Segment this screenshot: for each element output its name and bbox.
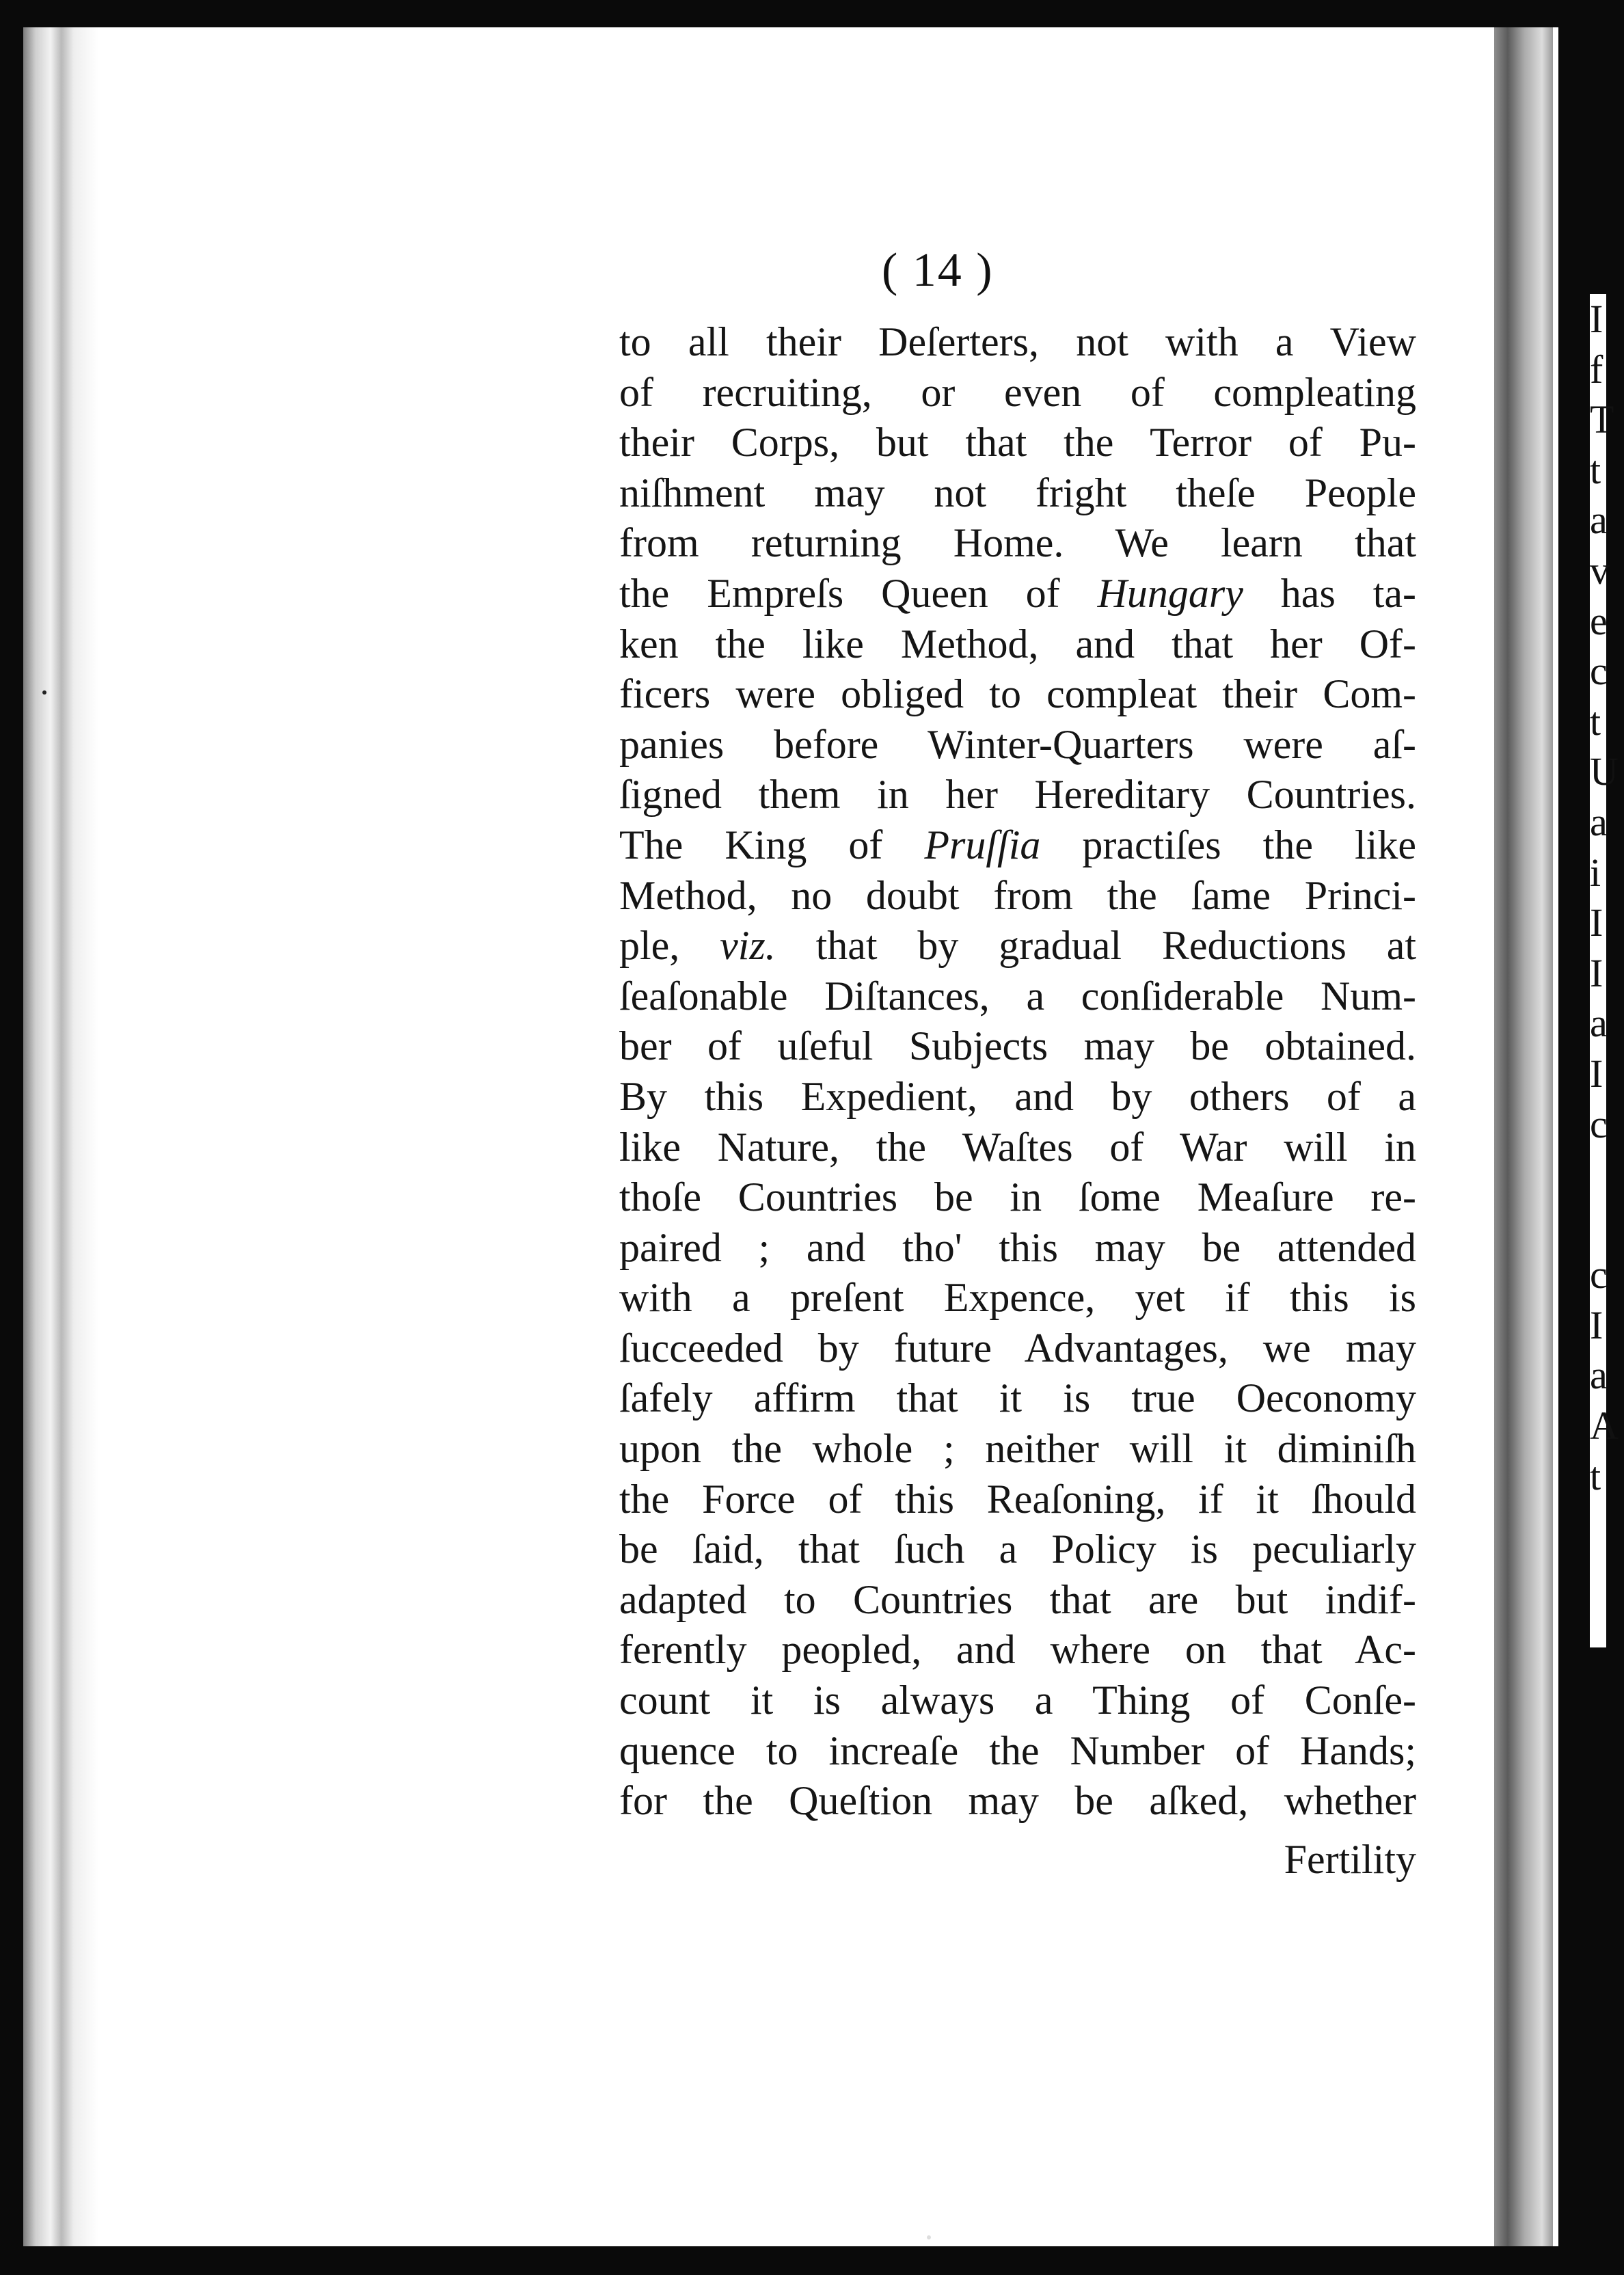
text-line: their Corps, but that the Terror of Pu- [619, 420, 1416, 466]
text-line: count it is always a Thing of Conſe- [619, 1678, 1416, 1723]
scan-frame-bottom [0, 2246, 1624, 2275]
next-page-letter: U [1590, 749, 1619, 794]
next-page-letter: a [1590, 1001, 1608, 1046]
text-line: be ſaid, that ſuch a Policy is peculiarly [619, 1526, 1416, 1572]
text-line: ſafely affirm that it is true Oeconomy [619, 1375, 1416, 1421]
text-line: from returning Home. We learn that [619, 520, 1416, 566]
next-page-letter: I [1590, 1051, 1603, 1096]
text-line: The King of Pruſſia practiſes the like [619, 822, 1416, 867]
next-page-letter [1590, 1200, 1606, 1250]
next-page-letter: f [1590, 347, 1603, 392]
next-page-letter: a [1590, 1353, 1608, 1398]
next-page-letter: a [1590, 799, 1608, 844]
text-line: panies before Winter-Quarters were aſ- [619, 721, 1416, 767]
text-line: Method, no doubt from the ſame Princi- [619, 872, 1416, 918]
text-line: By this Expedient, and by others of a [619, 1073, 1416, 1119]
text-line: ſeaſonable Diſtances, a conſiderable Num- [619, 973, 1416, 1019]
next-page-letter: I [1590, 950, 1603, 995]
italic-word: Pruſſia [924, 822, 1041, 867]
text-line: ple, viz. that by gradual Reductions at [619, 923, 1416, 969]
text-line: the Force of this Reaſoning, if it ſhould [619, 1476, 1416, 1522]
next-page-letter: c [1590, 649, 1608, 694]
text-line: for the Queſtion may be aſked, whether [619, 1778, 1416, 1824]
page-gutter-shadow [1494, 27, 1553, 2246]
text-line: niſhment may not fright theſe People [619, 470, 1416, 515]
next-page-letter: t [1590, 1453, 1601, 1498]
text-line: ken the like Method, and that her Of- [619, 621, 1416, 667]
text-line: to all their Deſerters, not with a View [619, 319, 1416, 364]
text-line: of recruiting, or even of compleating [619, 369, 1416, 415]
next-page-letter: t [1590, 699, 1601, 744]
text-line: quence to increaſe the Number of Hands; [619, 1727, 1416, 1773]
page-edge-stack [23, 27, 324, 2246]
text-line: upon the whole ; neither will it diminiſh [619, 1426, 1416, 1472]
scan-speck [42, 690, 46, 695]
next-page-letter: a [1590, 498, 1608, 543]
next-page-letter: e [1590, 598, 1608, 643]
italic-word: viz. [720, 923, 776, 969]
page-number: ( 14 ) [882, 244, 994, 297]
text-line: thoſe Countries be in ſome Meaſure re- [619, 1174, 1416, 1220]
text-line: ſigned them in her Hereditary Countries. [619, 772, 1416, 818]
catchword: Fertility [1284, 1837, 1416, 1882]
scan-speck [927, 2235, 931, 2239]
next-page-letter: I [1590, 900, 1603, 945]
text-line: ficers were obliged to compleat their Com- [619, 671, 1416, 717]
text-line: with a preſent Expence, yet if this is [619, 1275, 1416, 1321]
next-page-letter: I [1590, 297, 1603, 341]
text-line: the Empreſs Queen of Hungary has ta- [619, 570, 1417, 616]
italic-word: Hungary [1097, 570, 1243, 616]
next-page-letter: i [1590, 850, 1601, 895]
next-page-letter: v [1590, 548, 1610, 593]
text-line: ber of uſeful Subjects may be obtained. [619, 1023, 1416, 1069]
next-page-letter: t [1590, 447, 1601, 492]
text-line: ferently peopled, and where on that Ac- [619, 1627, 1416, 1673]
body-text [619, 317, 1416, 1827]
scan-frame-top [0, 0, 1624, 27]
text-line: ſucceeded by future Advantages, we may [619, 1325, 1416, 1371]
next-page-letter: I [1590, 1302, 1603, 1347]
text-line: like Nature, the Waſtes of War will in [619, 1124, 1416, 1170]
next-page-letter: c [1590, 1252, 1608, 1297]
text-line: paired ; and tho' this may be attended [619, 1224, 1416, 1270]
next-page-letter: T [1590, 397, 1614, 442]
next-page-letter [1590, 1149, 1606, 1200]
next-page-letters [1590, 294, 1619, 1647]
next-page-letter: A [1590, 1403, 1619, 1449]
next-page-letter: c [1590, 1101, 1608, 1146]
scan-frame-left [0, 0, 23, 2275]
text-line: adapted to Countries that are but indif- [619, 1576, 1416, 1622]
